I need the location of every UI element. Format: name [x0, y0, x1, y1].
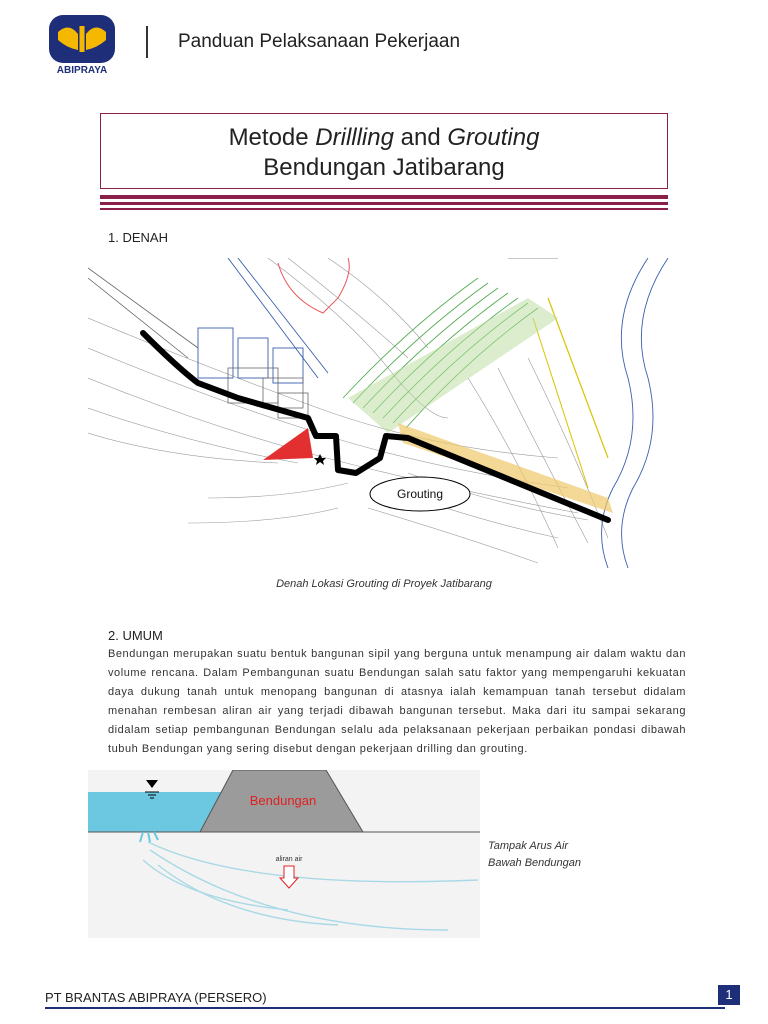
header-title: Panduan Pelaksanaan Pekerjaan — [178, 31, 461, 52]
dam-label: Bendungan — [249, 793, 317, 808]
site-plan-caption: Denah Lokasi Grouting di Proyek Jatibarang — [276, 578, 492, 590]
flow-label: aliran air — [275, 856, 303, 863]
section-heading-denah: 1. DENAH — [108, 230, 168, 245]
dam-figure-caption-line1: Tampak Arus Air — [488, 840, 569, 852]
dam-seepage-diagram — [88, 770, 480, 938]
dam-figure-caption-line2: Bawah Bendungan — [488, 857, 581, 869]
document-title-line2: Bendungan Jatibarang — [263, 154, 505, 181]
footer-rule — [45, 1007, 725, 1009]
section-heading-umum: 2. UMUM — [108, 628, 163, 643]
page-number: 1 — [718, 985, 740, 1005]
company-logo — [45, 10, 195, 75]
footer-company-name: PT BRANTAS ABIPRAYA (PERSERO) — [45, 990, 267, 1005]
title-word-metode: Metode — [228, 124, 316, 151]
title-underline — [100, 208, 668, 210]
section-paragraph: Bendungan merupakan suatu bentuk bangunan sipil yang berguna untuk menampung air dalam waktu dan volume rencana. Dalam Pembangunan suatu Bendungan salah satu faktor yang mempengaruhi kekuatan daya dukung tanah untuk menopang bangunan di atasnya ialah kemampuan tanah tersebut didalam menahan rembesan aliran air yang terjadi dibawah bangunan tersebut. Maka dari itu sampai sekarang didalam setiap pembangunan Bendungan selalu ada pelaksanaan pekerjaan perbaikan pondasi dibawah tubuh Bendungan yang sering disebut dengan pekerjaan drilling dan grouting. — [108, 648, 686, 755]
title-word-drilling: Drillling — [315, 124, 394, 151]
grouting-label: Grouting — [396, 487, 444, 501]
header-divider — [146, 26, 148, 58]
title-underline — [100, 202, 668, 205]
title-underline — [100, 195, 668, 199]
document-title-line1 — [101, 124, 667, 152]
title-word-and: and — [393, 124, 448, 151]
logo-wordmark: ABIPRAYA — [56, 65, 108, 75]
title-word-grouting: Grouting — [447, 124, 540, 151]
document-title-box — [100, 113, 668, 189]
site-plan-drawing — [88, 258, 682, 568]
